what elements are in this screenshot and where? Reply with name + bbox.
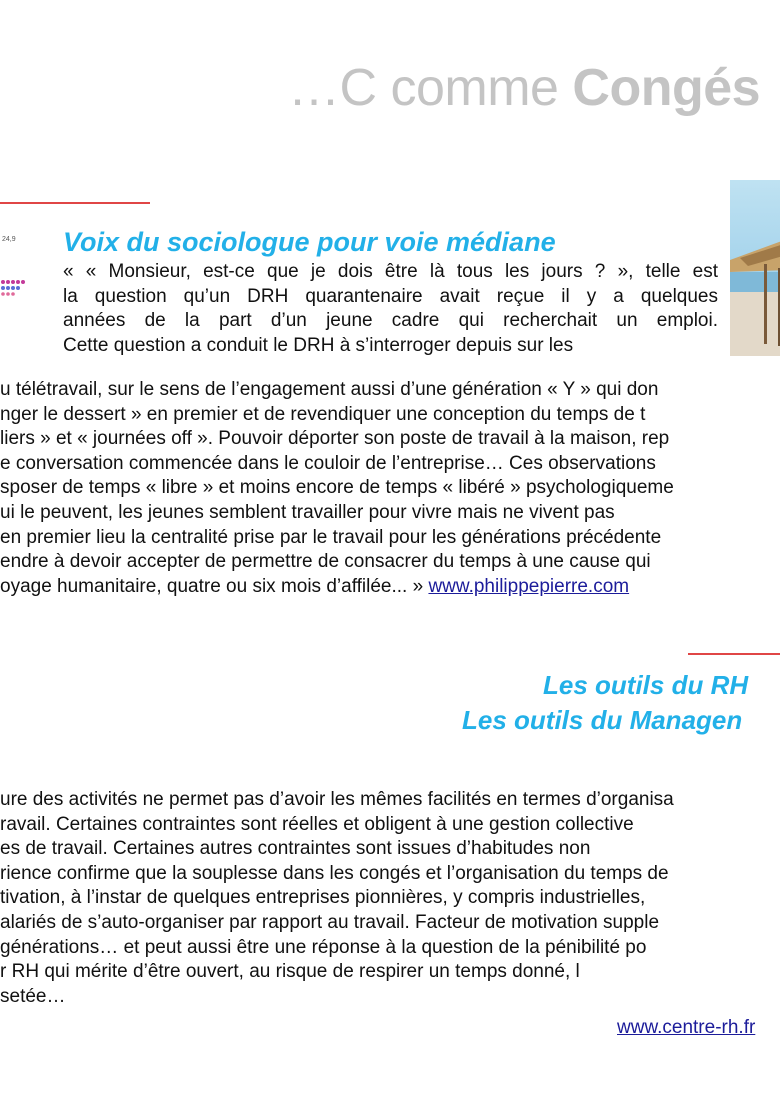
intro-line: Cette question a conduit le DRH à s’interroger depuis sur les [63, 334, 574, 356]
title-prefix: …C comme [288, 59, 573, 117]
body-line: endre à devoir accepter de permettre de consacrer du temps à une cause qui [0, 551, 651, 573]
body-line: es de travail. Certaines autres contraintes sont issues d’habitudes non [0, 838, 591, 860]
body-line: ravail. Certaines contraintes sont réelles et obligent à une gestion collective [0, 813, 634, 835]
body-line: en premier lieu la centralité prise par le travail pour les générations précédente [0, 526, 662, 548]
intro-line: la question qu’un DRH quarantenaire avait reçue il y a quelques [63, 285, 718, 307]
section1-body [0, 378, 780, 599]
intro-line: « « Monsieur, est-ce que je dois être là tous les jours ? », telle est [63, 261, 718, 282]
section1-intro [63, 260, 718, 358]
thumb-label: 24,9 [2, 236, 16, 243]
body-line: r RH qui mérite d’être ouvert, au risque de respirer un temps donné, l [0, 961, 580, 983]
body-line: rience confirme que la souplesse dans les congés et l’organisation du temps de [0, 862, 669, 884]
section1-rule [0, 202, 150, 204]
body-line: ure des activités ne permet pas d’avoir les mêmes facilités en termes d’organisa [0, 789, 674, 810]
chart-thumbnail [0, 228, 26, 358]
body-line: alariés de s’auto-organiser par rapport au travail. Facteur de motivation supple [0, 911, 660, 933]
body-last-line [0, 575, 780, 600]
body-line: setée… [0, 985, 66, 1007]
body-line: sposer de temps « libre » et moins encore de temps « libéré » psychologiqueme [0, 477, 674, 499]
section1-heading: Voix du sociologue pour voie médiane [63, 227, 556, 257]
body-line: e conversation commencée dans le couloir de l’entreprise… Ces observations [0, 452, 656, 474]
centre-rh-link[interactable]: www.centre-rh.fr [617, 1017, 756, 1038]
title-bold: Congés [572, 59, 761, 117]
body-line: liers » et « journées off ». Pouvoir déporter son poste de travail à la maison, rep [0, 428, 670, 450]
body-line: générations… et peut aussi être une réponse à la question de la pénibilité po [0, 936, 647, 958]
section2-heading-line1: Les outils du RH [543, 670, 749, 700]
philippepierre-link[interactable]: www.philippepierre.com [428, 575, 630, 597]
body-line: tivation, à l’instar de quelques entreprises pionnières, y compris industrielles, [0, 887, 646, 909]
body-line: ui le peuvent, les jeunes semblent travailler pour vivre mais ne vivent pas [0, 501, 615, 523]
intro-line: années de la part d’un jeune cadre qui recherchait un emploi. [63, 310, 718, 332]
body-line: nger le dessert » en premier et de revendiquer une conception du temps de t [0, 403, 646, 425]
section2-rule [688, 653, 780, 655]
body-line: u télétravail, sur le sens de l’engagement aussi d’une génération « Y » qui don [0, 379, 659, 400]
last-line-text: oyage humanitaire, quatre ou six mois d’affilée... » [0, 575, 429, 597]
section2-body [0, 788, 780, 1009]
section2-heading-line2: Les outils du Managen [462, 705, 743, 735]
page-title [288, 58, 780, 118]
beach-photo [730, 180, 780, 356]
